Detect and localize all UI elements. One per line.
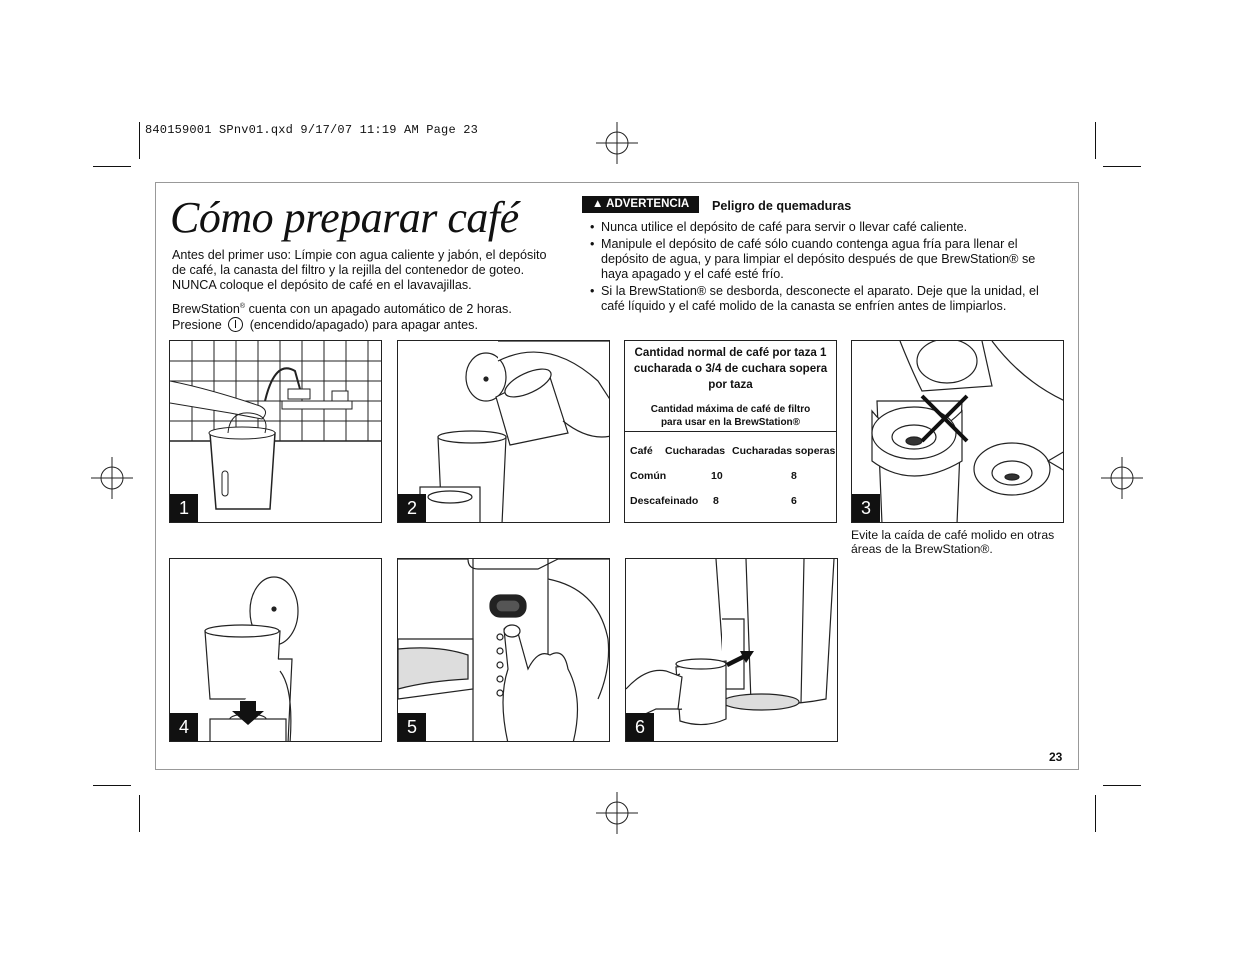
step-number: 5 xyxy=(398,713,426,741)
step-5-illustration xyxy=(397,558,610,742)
table-cell: Descafeinado xyxy=(630,495,699,507)
press-button-illustration xyxy=(398,559,610,742)
table-cell: Común xyxy=(630,470,667,482)
step-1-illustration xyxy=(169,340,382,523)
warning-list xyxy=(590,220,1060,316)
print-slug: 840159001 SPnv01.qxd 9/17/07 11:19 AM Page 23 xyxy=(145,123,479,137)
warning-badge: ▲ ADVERTENCIA xyxy=(582,196,699,213)
table-header-cafe: Café xyxy=(630,445,653,457)
page-number: 23 xyxy=(1049,750,1063,764)
table-cell: 8 xyxy=(791,470,797,482)
coffee-amount-table xyxy=(624,340,837,523)
dispense-coffee-illustration xyxy=(626,559,838,742)
pour-water-illustration xyxy=(398,341,610,523)
table-header-cucharadas: Cucharadas xyxy=(665,445,726,457)
step-3-caption: Evite la caída de café molido en otras áreas de la BrewStation®. xyxy=(851,528,1055,556)
table-cell: 6 xyxy=(791,495,797,507)
warning-item: • Nunca utilice el depósito de café para servir o llevar café caliente. xyxy=(590,220,968,234)
table-cell: 10 xyxy=(711,470,723,482)
intro-paragraph: Antes del primer uso: Límpie con agua caliente y jabón, el depósito de café, la canasta del filtro y la rejilla del contenedor de goteo. NUNCA coloque el depósito de café en el lavavajillas. xyxy=(172,248,547,292)
step-3-illustration xyxy=(851,340,1064,523)
sink-illustration xyxy=(170,341,382,523)
intro-text xyxy=(172,248,557,339)
step-2-illustration xyxy=(397,340,610,523)
table-heading: Cantidad normal de café por taza 1 cucharada o 3/4 de cuchara sopera por taza xyxy=(633,346,828,391)
table-cell: 8 xyxy=(713,495,719,507)
auto-off-paragraph: BrewStation® cuenta con un apagado automático de 2 horas. Presione (encendido/apagado) para apagar antes. xyxy=(172,302,512,333)
warning-item: • Si la BrewStation® se desborda, desconecte el aparato. Deje que la unidad, el café líquido y el café molido de la canasta se enfríen antes de limpiarlos. xyxy=(590,284,1039,313)
table-header-soperas: Cucharadas soperas xyxy=(732,445,836,457)
power-icon xyxy=(228,317,243,332)
step-number: 1 xyxy=(170,494,198,522)
step-number: 3 xyxy=(852,494,880,522)
page-title: Cómo preparar café xyxy=(170,193,519,242)
place-carafe-illustration xyxy=(170,559,382,742)
filter-basket-illustration xyxy=(852,341,1064,523)
warning-item: • Manipule el depósito de café sólo cuando contenga agua fría para llenar el depósito de agua, y para limpiar el depósito después de que BrewStation® se haya apagado y el café esté frío. xyxy=(590,237,1036,281)
step-4-illustration xyxy=(169,558,382,742)
table-subheading: Cantidad máxima de café de filtro para usar en la BrewStation® xyxy=(650,404,811,428)
step-number: 2 xyxy=(398,494,426,522)
step-number: 4 xyxy=(170,713,198,741)
step-6-illustration xyxy=(625,558,838,742)
warning-title: Peligro de quemaduras xyxy=(712,199,852,213)
warning-icon: ▲ xyxy=(592,198,607,210)
step-number: 6 xyxy=(626,713,654,741)
